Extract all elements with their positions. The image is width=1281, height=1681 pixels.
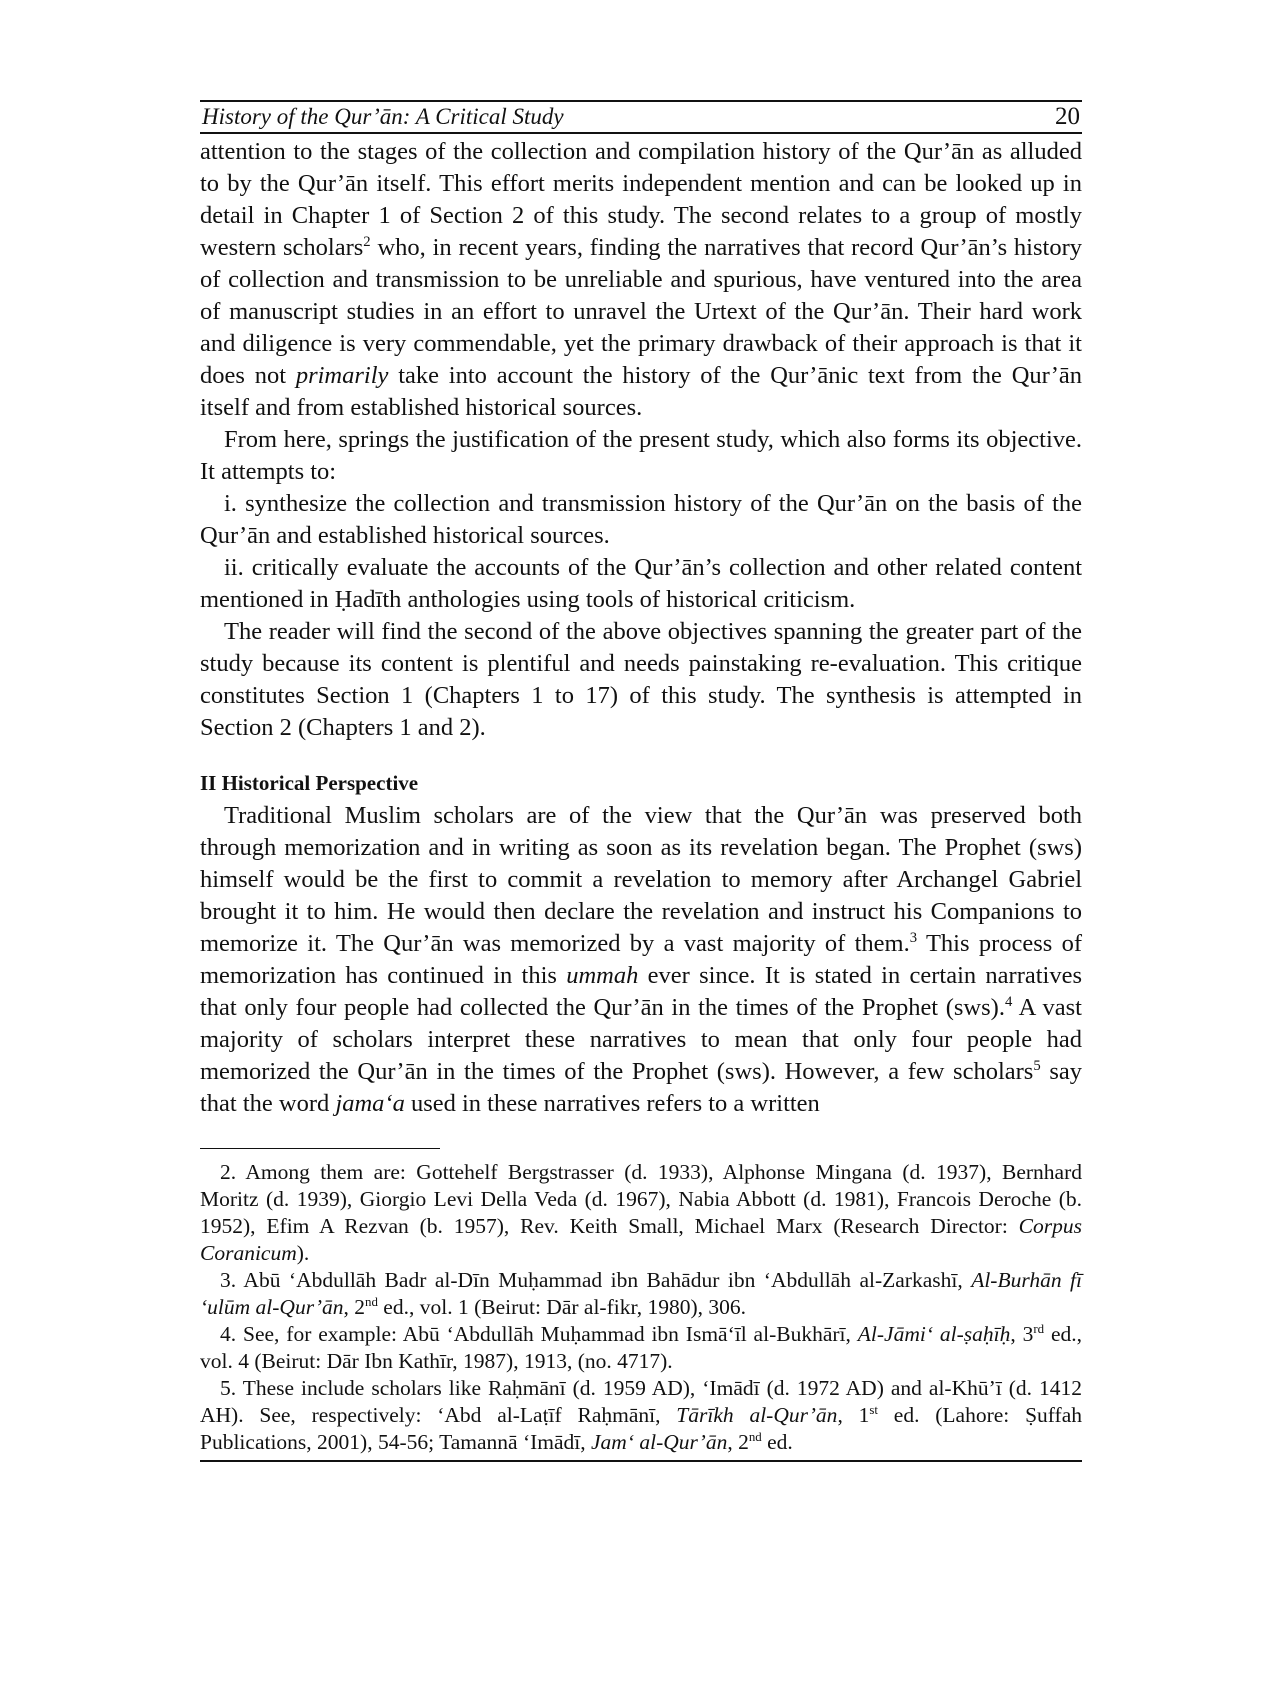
body-text <box>200 136 1082 1120</box>
objective-2: ii. critically evaluate the accounts of the Qur’ān’s collection and other related content mentioned in Ḥadīth anthologies using tools of historical criticism. <box>200 554 1082 613</box>
paragraph-5: The reader will find the second of the above objectives spanning the greater part of the study because its content is plentiful and needs painstaking re-evaluation. This critique constitutes Section 1 (Chapters 1 to 17) of this study. The synthesis is attempted in Section 2 (Chapters 1 and 2). <box>200 618 1082 741</box>
footnote-5: 5. These include scholars like Raḥmānī (d. 1959 AD), ‘Imādī (d. 1972 AD) and al-Khū’ī (d. 1412 AH). See, respectively: ‘Abd al-Laṭīf Raḥmānī, Tārīkh al-Qur’ān, 1st ed. (Lahore: Ṣuffah Publications, 2001), 54-56; Tamannā ‘Imādī, Jam‘ al-Qur’ān, 2nd ed. <box>200 1376 1082 1454</box>
running-title: History of the Qur’ān: A Critical Study <box>202 104 564 129</box>
paragraph-6: Traditional Muslim scholars are of the view that the Qur’ān was preserved both through memorization and in writing as soon as its revelation began. The Prophet (sws) himself would be the first to commit a revelation to memory after Archangel Gabriel brought it to him. He would then declare the revelation and instruct his Companions to memorize it. The Qur’ān was memorized by a vast majority of them.$^3$ This process of memorization has continued in this ummah ever since. It is stated in certain narratives that only four people had collected the Qur’ān in the times of the Prophet (sws).$^4$ A vast majority of scholars interpret these narratives to mean that only four people had memorized the Qur’ān in the times of the Prophet (sws). However, a few scholars$^5$ say that the word jama‘a used in these narratives refers to a written <box>200 802 1083 1117</box>
paragraph-1: attention to the stages of the collection and compilation history of the Qur’ān as alluded to by the Qur’ān itself. This effort merits independent mention and can be looked up in detail in Chapter 1 of Section 2 of this study. The second relates to a group of mostly western scholars$^2$ who, in recent years, finding the narratives that record Qur’ān’s history of collection and transmission to be unreliable and spurious, have ventured into the area of manuscript studies in an effort to unravel the Urtext of the Qur’ān. Their hard work and diligence is very commendable, yet the primary drawback of their approach is that it does not primarily take into account the history of the Qur’ānic text from the Qur’ān itself and from established historical sources. <box>200 138 1082 421</box>
footnote-divider <box>200 1148 440 1149</box>
objective-1: i. synthesize the collection and transmission history of the Qur’ān on the basis of the Qur’ān and established historical sources. <box>200 490 1082 549</box>
footnotes <box>200 1159 1082 1462</box>
footnote-ref-2: 2 <box>363 233 371 250</box>
paragraph-2: From here, springs the justification of the present study, which also forms its objective. It attempts to: <box>200 426 1082 485</box>
footnote-ref-3: 3 <box>909 929 918 946</box>
footnote-ref-5: 5 <box>1033 1057 1041 1074</box>
page-number: 20 <box>1055 103 1080 130</box>
footnote-3: 3. Abū ‘Abdullāh Badr al-Dīn Muḥammad ibn Bahādur ibn ‘Abdullāh al-Zarkashī, Al-Burhān fī ‘ulūm al-Qur’ān, 2nd ed., vol. 1 (Beirut: Dār al-fikr, 1980), 306. <box>200 1268 1082 1319</box>
document-page <box>200 100 1082 1462</box>
footnote-4: 4. See, for example: Abū ‘Abdullāh Muḥammad ibn Ismā‘īl al-Bukhārī, Al-Jāmi‘ al-ṣaḥīḥ, 3rd ed., vol. 4 (Beirut: Dār Ibn Kathīr, 1987), 1913, (no. 4717). <box>200 1321 1083 1373</box>
section-heading: II Historical Perspective <box>200 771 419 795</box>
footnote-ref-4: 4 <box>1004 993 1013 1010</box>
running-header <box>200 100 1082 134</box>
footnote-2: 2. Among them are: Gottehelf Bergstrasser (d. 1933), Alphonse Mingana (d. 1937), Bernhard Moritz (d. 1939), Giorgio Levi Della Veda (d. 1967), Nabia Abbott (d. 1981), Francois Deroche (b. 1952), Efim A Rezvan (b. 1957), Rev. Keith Small, Michael Marx (Research Director: Corpus Coranicum). <box>200 1160 1082 1265</box>
